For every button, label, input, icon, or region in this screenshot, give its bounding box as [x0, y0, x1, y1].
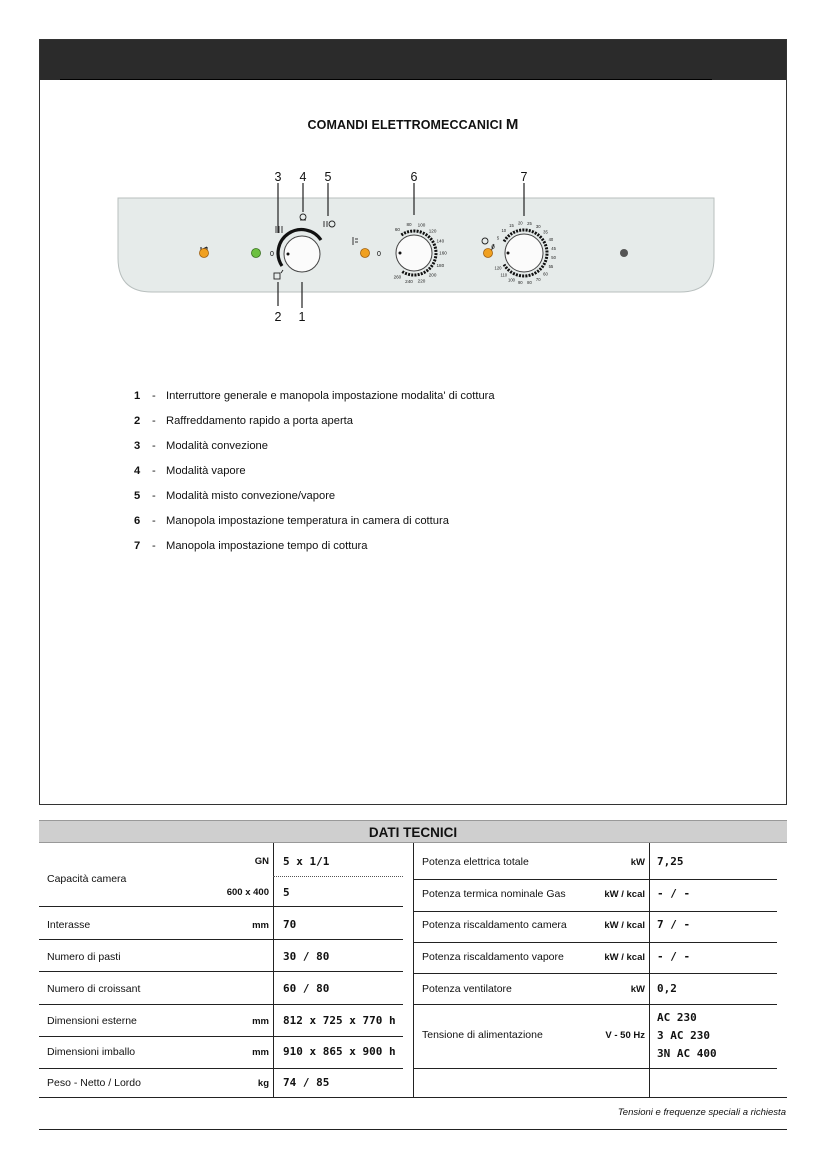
timer-tick-label: 120 [494, 265, 502, 271]
timer-tick-label: 15 [509, 223, 514, 229]
row-divider [39, 939, 403, 940]
footnote: Tensioni e frequenze speciali a richiesta [617, 1107, 786, 1118]
legend-num: 2 [134, 415, 141, 427]
callout-3: 3 [274, 170, 282, 184]
temperature-tick-label: 200 [428, 272, 437, 278]
legend-item: 3 - Modalità convezione [134, 440, 268, 452]
temperature-tick-label: 60 [394, 226, 400, 232]
timer-tick-label: 50 [551, 255, 556, 260]
spec-value: 70 [283, 918, 297, 931]
row-divider [39, 1036, 403, 1037]
temperature-tick-label: 220 [417, 278, 426, 284]
spec-label: Potenza riscaldamento vapore [422, 951, 564, 963]
row-divider [413, 1068, 777, 1069]
spec-value: 5 x 1/1 [283, 855, 330, 868]
spec-label: Numero di croissant [47, 983, 141, 995]
spec-label: Peso - Netto / Lordo [47, 1077, 141, 1089]
legend-text: Interruttore generale e manopola impostazione modalita' di cottura [166, 390, 495, 402]
row-divider [39, 906, 403, 907]
spec-label: Potenza ventilatore [422, 983, 512, 995]
legend-text: Manopola impostazione tempo di cottura [166, 540, 368, 552]
spec-value: 5 [283, 886, 290, 899]
legend-text: Raffreddamento rapido a porta aperta [166, 415, 353, 427]
controls-section-frame [39, 39, 787, 805]
specs-table [39, 843, 787, 1098]
temperature-tick-label: 140 [436, 238, 445, 244]
timer-tick-label: 110 [500, 272, 508, 278]
legend-num: 7 [134, 540, 141, 552]
legend-text: Manopola impostazione temperatura in camera di cottura [166, 515, 449, 527]
timer-tick-label: 80 [527, 279, 532, 285]
spec-value: - / - [657, 950, 691, 963]
green-indicator-lamp [252, 249, 261, 258]
legend-text: Modalità convezione [166, 440, 268, 452]
timer-tick-label: 20 [517, 220, 523, 226]
table-bottom-rule [39, 1097, 787, 1098]
spec-unit: mm [252, 1047, 269, 1058]
spec-label: Dimensioni imballo [47, 1046, 136, 1058]
timer-tick-label: 40 [548, 237, 554, 242]
row-divider-dotted [273, 876, 403, 877]
spec-value: 7 / - [657, 918, 691, 931]
callout-2: 2 [274, 310, 282, 324]
row-divider [413, 973, 777, 974]
page-bottom-rule [39, 1129, 787, 1130]
panel-screw [620, 249, 628, 257]
spec-value: 3N AC 400 [657, 1047, 717, 1060]
legend-item: 5 - Modalità misto convezione/vapore [134, 490, 336, 502]
spec-unit: kW / kcal [604, 952, 645, 963]
timer-tick-label: 90 [517, 280, 523, 286]
callout-1: 1 [298, 310, 306, 324]
spec-value: 74 / 85 [283, 1076, 330, 1089]
temperature-tick-label: 180 [436, 262, 445, 268]
spec-value: 60 / 80 [283, 982, 330, 995]
spec-unit: 600 x 400 [226, 887, 269, 898]
spec-unit: mm [252, 920, 269, 931]
temperature-tick-label: 120 [428, 228, 437, 234]
legend-text: Modalità vapore [166, 465, 246, 477]
spec-label: Dimensioni esterne [47, 1015, 137, 1027]
callout-4: 4 [299, 170, 307, 184]
legend-item: 4 - Modalità vapore [134, 465, 246, 477]
spec-value: 7,25 [657, 855, 684, 868]
spec-label: Interasse [47, 919, 91, 931]
timer-tick-label: 60 [543, 271, 548, 277]
spec-unit: kW / kcal [604, 920, 645, 931]
timer-tick-label: 70 [535, 276, 541, 282]
row-divider [39, 971, 403, 972]
temp-zero-label: 0 [377, 251, 381, 258]
spec-label: Potenza termica nominale Gas [422, 888, 566, 900]
legend-num: 3 [134, 440, 141, 452]
spec-label: Potenza riscaldamento camera [422, 919, 567, 931]
row-divider [39, 1004, 403, 1005]
col-divider [413, 843, 414, 1098]
control-panel-diagram [40, 40, 788, 350]
mode-zero-label: 0 [270, 251, 274, 258]
temperature-tick-label: 100 [417, 222, 426, 228]
row-divider [413, 879, 777, 880]
legend-num: 5 [134, 490, 141, 502]
spec-unit: kW / kcal [604, 889, 645, 900]
timer-tick-label: 45 [551, 245, 556, 251]
legend-num: 1 [134, 390, 141, 402]
spec-unit: kg [257, 1078, 269, 1089]
legend-num: 4 [134, 465, 141, 477]
legend-item: 1 - Interruttore generale e manopola impostazione modalita' di cottura [134, 390, 495, 402]
legend-num: 6 [134, 515, 141, 527]
temperature-tick-label: 240 [405, 279, 413, 285]
callout-7: 7 [520, 170, 528, 184]
spec-value: 0,2 [657, 982, 677, 995]
row-divider [39, 1068, 403, 1069]
row-divider [413, 942, 777, 943]
legend-item: 6 - Manopola impostazione temperatura in camera di cottura [134, 515, 449, 527]
spec-unit: kW [630, 984, 645, 995]
spec-value: 30 / 80 [283, 950, 330, 963]
timer-tick-label: 25 [527, 220, 532, 226]
legend-text: Modalità misto convezione/vapore [166, 490, 336, 502]
spec-label: Tensione di alimentazione [422, 1029, 543, 1041]
timer-tick-label: 100 [508, 277, 515, 283]
callout-6: 6 [410, 170, 418, 184]
row-divider [413, 1004, 777, 1005]
spec-value: AC 230 [657, 1011, 697, 1024]
temperature-tick-label: 260 [393, 274, 402, 280]
power-indicator-lamp [200, 249, 209, 258]
legend-item: 2 - Raffreddamento rapido a porta aperta [134, 415, 353, 427]
callout-5: 5 [324, 170, 332, 184]
timer-zero-label: 0 [491, 245, 495, 251]
spec-unit: GN [254, 856, 269, 867]
timer-tick-label: 30 [535, 224, 541, 229]
specs-title: DATI TECNICI [39, 820, 787, 843]
temperature-tick-label: 80 [406, 222, 412, 227]
spec-unit: kW [630, 857, 645, 868]
spec-label: Potenza elettrica totale [422, 856, 529, 868]
row-divider [413, 911, 777, 912]
spec-value: - / - [657, 887, 691, 900]
spec-label: Numero di pasti [47, 951, 121, 963]
spec-value: 3 AC 230 [657, 1029, 710, 1042]
spec-unit: mm [252, 1016, 269, 1027]
timer-tick-label: 10 [501, 228, 507, 234]
legend-item: 7 - Manopola impostazione tempo di cottura [134, 540, 368, 552]
spec-value: 910 x 865 x 900 h [283, 1045, 396, 1058]
spec-value: 812 x 725 x 770 h [283, 1014, 396, 1027]
temperature-indicator-lamp [361, 249, 370, 258]
col-divider [649, 843, 650, 1098]
section-title-suffix: M [505, 116, 519, 133]
timer-tick-label: 55 [548, 263, 554, 269]
spec-unit: V - 50 Hz [605, 1030, 645, 1041]
section-title-text: COMANDI ELETTROMECCANICI [307, 118, 503, 132]
timer-tick-label: 5 [496, 235, 500, 241]
spec-label: Capacità camera [47, 873, 127, 885]
temperature-tick-label: 160 [439, 250, 447, 256]
timer-tick-label: 35 [543, 229, 548, 235]
